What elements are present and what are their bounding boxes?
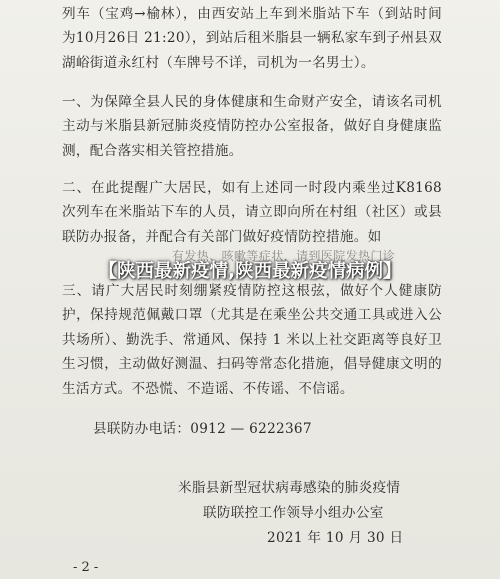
page-number: - 2 -: [73, 560, 99, 575]
contact-phone: 县联防办电话：0912 — 6222367: [93, 421, 312, 437]
issue-date: 2021 年 10 月 30 日: [267, 530, 404, 546]
issuer-line-2: 联防联控工作领导小组办公室: [203, 505, 384, 521]
headline-overlay: 【陕西最新疫情,陕西最新疫情病例】: [98, 261, 402, 282]
notice-paragraph-2: 二、在此提醒广大居民，如有上述同一时段内乘坐过K8168 次列车在米脂站下车的人员，请立即向所在村组（社区）或县联防办报备，并配合有关部门做好疫情防控措施。如: [62, 180, 442, 245]
notice-paragraph-travel: 列车（宝鸡→榆林），由西安站上车到米脂站下车（到站时间为10月26日 21:20），到站后租米脂县一辆私家车到子州县双湖峪街道永红村（车牌号不详，司机为一名男士）。: [62, 6, 442, 71]
issuer-line-1: 米脂县新型冠状病毒感染的肺炎疫情: [178, 480, 401, 496]
notice-paragraph-3: 三、请广大居民时刻绷紧疫情防控这根弦，做好个人健康防护，保持规范佩戴口罩（尤其是在乘坐公共交通工具或进入公共场所）、勤洗手、常通风、保持 1 米以上社交距离等良好卫生习惯，主动做好测温、扫码等常态化措施，倡导健康文明的生活方式。不恐慌、不造谣、不传谣、不信谣。: [62, 283, 442, 397]
notice-paragraph-1: 一、为保障全县人民的身体健康和生命财产安全，请该名司机主动与米脂县新冠肺炎疫情防控办公室报备，做好自身健康监测，配合落实相关管控措施。: [62, 94, 442, 159]
obscured-text-line: 有发热、咳嗽等症状，请到医院发热门诊: [172, 249, 396, 263]
